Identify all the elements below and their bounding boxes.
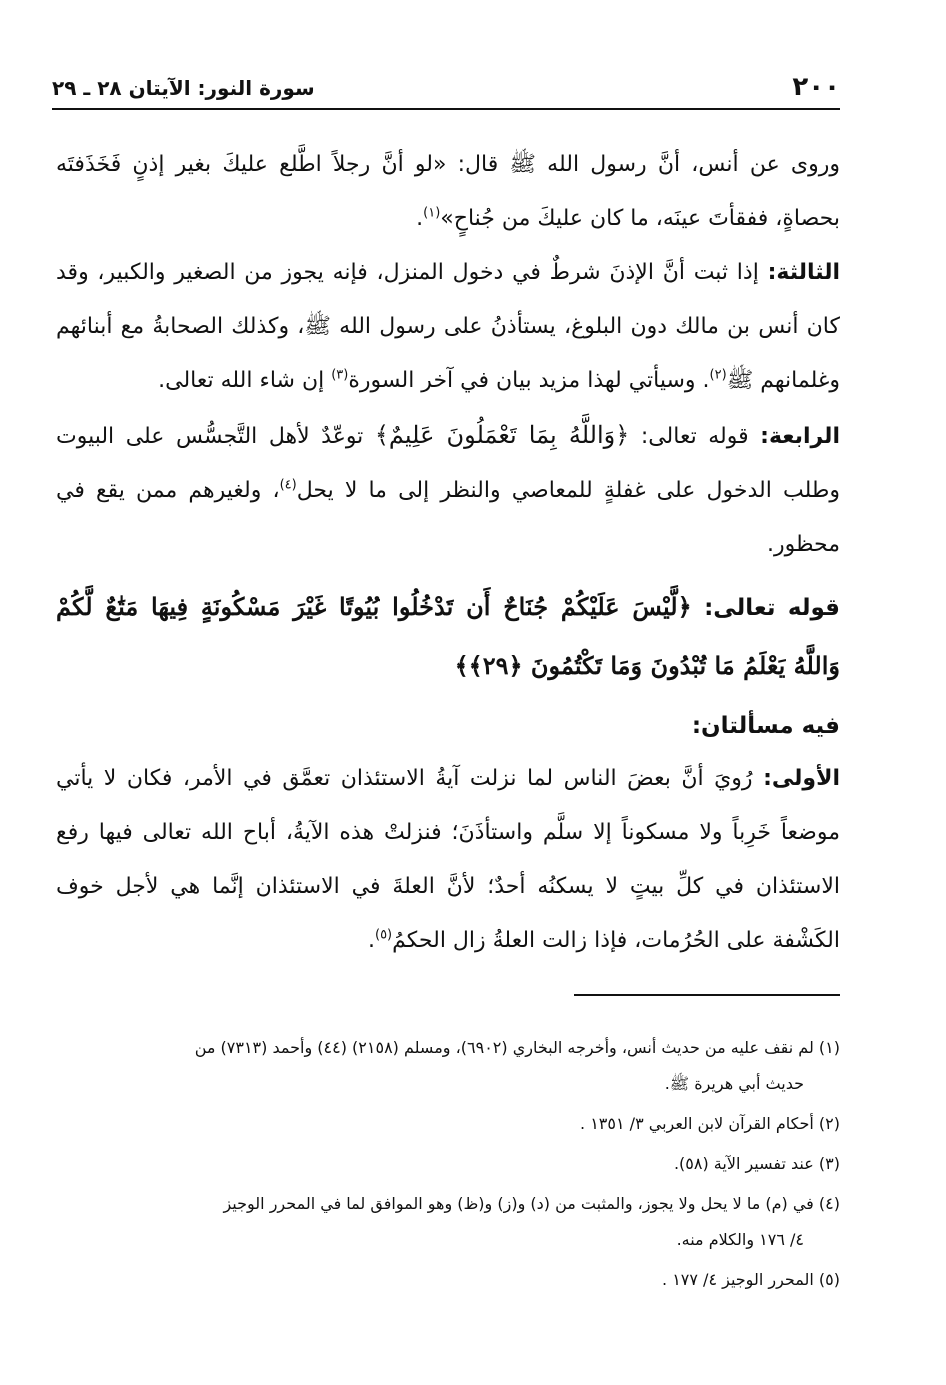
paragraph-anas-hadith	[56, 138, 840, 246]
footnotes	[56, 1030, 840, 1302]
running-title: سورة النور: الآيتان ٢٨ ـ ٢٩	[52, 76, 315, 100]
paragraph-intro: قوله تعالى:	[640, 424, 749, 449]
paragraph-fourth-issue	[56, 408, 840, 572]
paragraph-text: توعّدٌ لأهل التَّجسُّس على البيوت وطلب الدخول على غفلةٍ للمعاصي والنظر إلى ما لا يحل	[56, 424, 840, 503]
issue-label-third: الثالثة:	[767, 260, 841, 285]
footnote-continuation: ٤/ ١٧٦ والكلام منه.	[676, 1230, 804, 1249]
paragraph-end: .	[416, 206, 424, 231]
footnote-number: (١)	[818, 1038, 840, 1057]
footnote-text: أحكام القرآن لابن العربي ٣/ ١٣٥١ .	[580, 1114, 814, 1133]
page-header	[52, 62, 840, 110]
footnote-text: لم نقف عليه من حديث أنس، وأخرجه البخاري (٦٩٠٢)، ومسلم (٢١٥٨) (٤٤) وأحمد (٧٣١٣) من	[194, 1038, 814, 1057]
section-subheading: فيه مسألتان:	[691, 713, 840, 739]
issue-label-first: الأولى:	[763, 766, 840, 791]
footnote-number: (٣)	[818, 1154, 840, 1173]
paragraph-text: رُويَ أنَّ بعضَ الناس لما نزلت آيةُ الاستئذان تعمَّق في الأمر، فكان لا يأتي موضعاً خَرِباً ولا مسكوناً إلا سلَّم واستأذَنَ؛ فنزلتْ هذه الآيةُ، أباح الله تعالى فيها رفع الاستئذان في كلِّ بيتٍ لا يسكنُه أحدٌ؛ لأنَّ العلةَ في الاستئذان إنَّما هي لأجل خوف الكَشْفة على الحُرُمات، فإذا زالت العلةُ زال الحكمُ	[56, 766, 840, 953]
paragraph-third-issue	[56, 246, 840, 408]
footnote-number: (٤)	[818, 1194, 840, 1213]
paragraph-text: إذا ثبت أنَّ الإذنَ شرطٌ في دخول المنزل، فإنه يجوز من الصغير والكبير، وقد كان أنس بن مالك دون البلوغ، يستأذنُ على رسول الله ﷺ، وكذلك الصحابةُ مع أبنائهم وغلمانهم ﷺ	[56, 260, 840, 393]
footnote-3	[56, 1146, 840, 1182]
paragraph-text-mid: . وسيأتي لهذا مزيد بيان في آخر السورة	[348, 368, 710, 393]
footnote-ref-2: (٢)	[709, 367, 727, 383]
footnote-4	[56, 1186, 840, 1258]
paragraph-end: إن شاء الله تعالى.	[158, 368, 332, 393]
footnote-ref-1: (١)	[423, 205, 441, 221]
main-text	[56, 138, 840, 968]
footnote-separator	[574, 994, 840, 996]
paragraph-first-issue	[56, 752, 840, 968]
page-number: ٢٠٠	[792, 72, 840, 102]
issue-label-fourth: الرابعة:	[760, 424, 840, 449]
footnote-5	[56, 1262, 840, 1298]
footnote-continuation: حديث أبي هريرة ﷺ.	[664, 1074, 804, 1093]
paragraph-text: وروى عن أنس، أنَّ رسول الله ﷺ قال: «لو أنَّ رجلاً اطَّلع عليكَ بغير إذنٍ فَخَذَفتَه بحصاةٍ، ففقأتَ عينَه، ما كان عليكَ من جُناحٍ»	[56, 152, 840, 231]
paragraph-end: .	[367, 928, 375, 953]
verse-block	[56, 578, 840, 696]
footnote-text: في (م) ما لا يحل ولا يجوز، والمثبت من (د) و(ز) و(ظ) وهو الموافق لما في المحرر الوجيز	[223, 1194, 814, 1213]
footnote-ref-5: (٥)	[374, 927, 393, 943]
footnote-text: عند تفسير الآية (٥٨).	[673, 1154, 814, 1173]
footnote-text: المحرر الوجيز ٤/ ١٧٧ .	[662, 1270, 814, 1289]
quran-verse-29: ﴿لَّيْسَ عَلَيْكُمْ جُنَاحٌ أَن تَدْخُلُوا بُيُوتًا غَيْرَ مَسْكُونَةٍ فِيهَا مَتَٰعٌ لَّكُمْ وَاللَّهُ يَعْلَمُ مَا تُبْدُونَ وَمَا تَكْتُمُونَ ﴿٢٩﴾﴾	[56, 592, 840, 680]
footnote-1	[56, 1030, 840, 1102]
verse-label: قوله تعالى:	[704, 595, 840, 621]
footnote-number: (٢)	[818, 1114, 840, 1133]
footnote-ref-4: (٤)	[279, 477, 297, 493]
footnote-ref-3: (٣)	[331, 367, 349, 383]
quran-quote: ﴿وَاللَّهُ بِمَا تَعْمَلُونَ عَلِيمٌ﴾	[374, 421, 630, 449]
paragraph-end: ، ولغيرهم ممن يقع في محظور.	[56, 478, 840, 557]
footnote-2	[56, 1106, 840, 1142]
footnote-number: (٥)	[818, 1270, 840, 1289]
